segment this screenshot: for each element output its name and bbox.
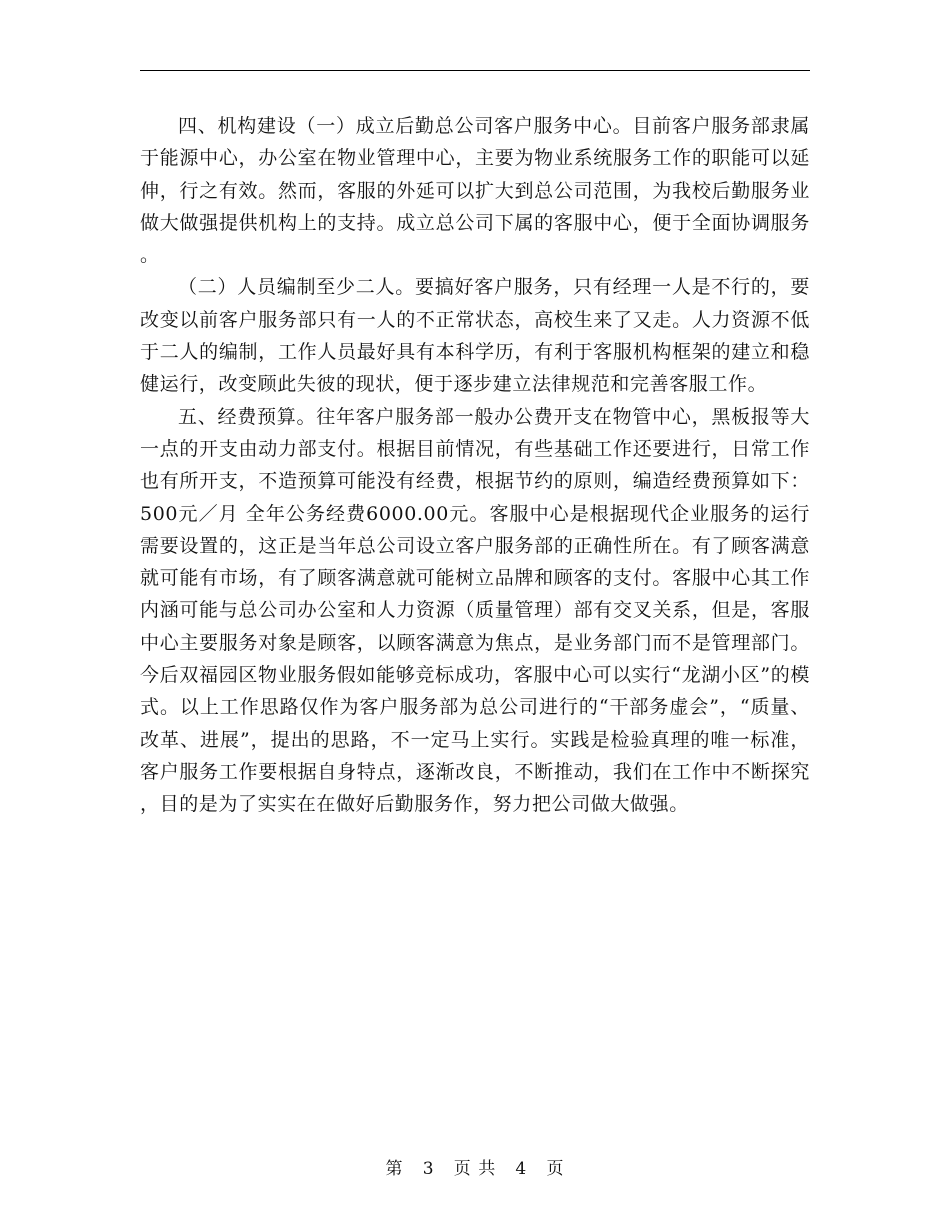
header-rule <box>140 70 810 71</box>
page-footer <box>0 1154 950 1179</box>
paragraph-budget: 五、经费预算。往年客户服务部一般办公费开支在物管中心，黑板报等大一点的开支由动力部支付。根据目前情况，有些基础工作还要进行，日常工作也有所开支，不造预算可能没有经费，根据节约的原则，编造经费预算如下：500元／月 全年公务经费6000.00元。客服中心是根据现代企业服务的运行需要设置的，这正是当年总公司设立客户服务部的正确性所在。有了顾客满意就可能有市场，有了顾客满意就可能树立品牌和顾客的支付。客服中心其工作内涵可能与总公司办公室和人力资源（质量管理）部有交叉关系，但是，客服中心主要服务对象是顾客，以顾客满意为焦点，是业务部门而不是管理部门。今后双福园区物业服务假如能够竞标成功，客服中心可以实行“龙湖小区”的模式。以上工作思路仅作为客户服务部为总公司进行的“干部务虚会”，“质量、改革、进展”，提出的思路，不一定马上实行。实践是检验真理的唯一标准，客户服务工作要根据自身特点，逐渐改良，不断推动，我们在工作中不断探究，目的是为了实实在在做好后勤服务作，努力把公司做大做强。 <box>140 405 810 816</box>
page-prefix: 第 <box>385 1159 404 1179</box>
paragraph-staffing: （二）人员编制至少二人。要搞好客户服务，只有经理一人是不行的，要改变以前客户服务部只有一人的不正常状态，高校生来了又走。人力资源不低于二人的编制，工作人员最好具有本科学历，有利于客服机构框架的建立和稳健运行，改变顾此失彼的现状，便于逐步建立法律规范和完善客服工作。 <box>140 276 810 396</box>
page-number: 3 <box>422 1159 435 1179</box>
page-middle: 页 共 <box>453 1159 497 1179</box>
page-suffix: 页 <box>546 1159 565 1179</box>
paragraph-organization: 四、机构建设（一）成立后勤总公司客户服务中心。目前客户服务部隶属于能源中心，办公室在物业管理中心，主要为物业系统服务工作的职能可以延伸，行之有效。然而，客服的外延可以扩大到总公司范围，为我校后勤服务业做大做强提供机构上的支持。成立总公司下属的客服中心，便于全面协调服务。 <box>140 115 810 267</box>
document-body <box>140 110 810 821</box>
page-total: 4 <box>515 1159 528 1179</box>
